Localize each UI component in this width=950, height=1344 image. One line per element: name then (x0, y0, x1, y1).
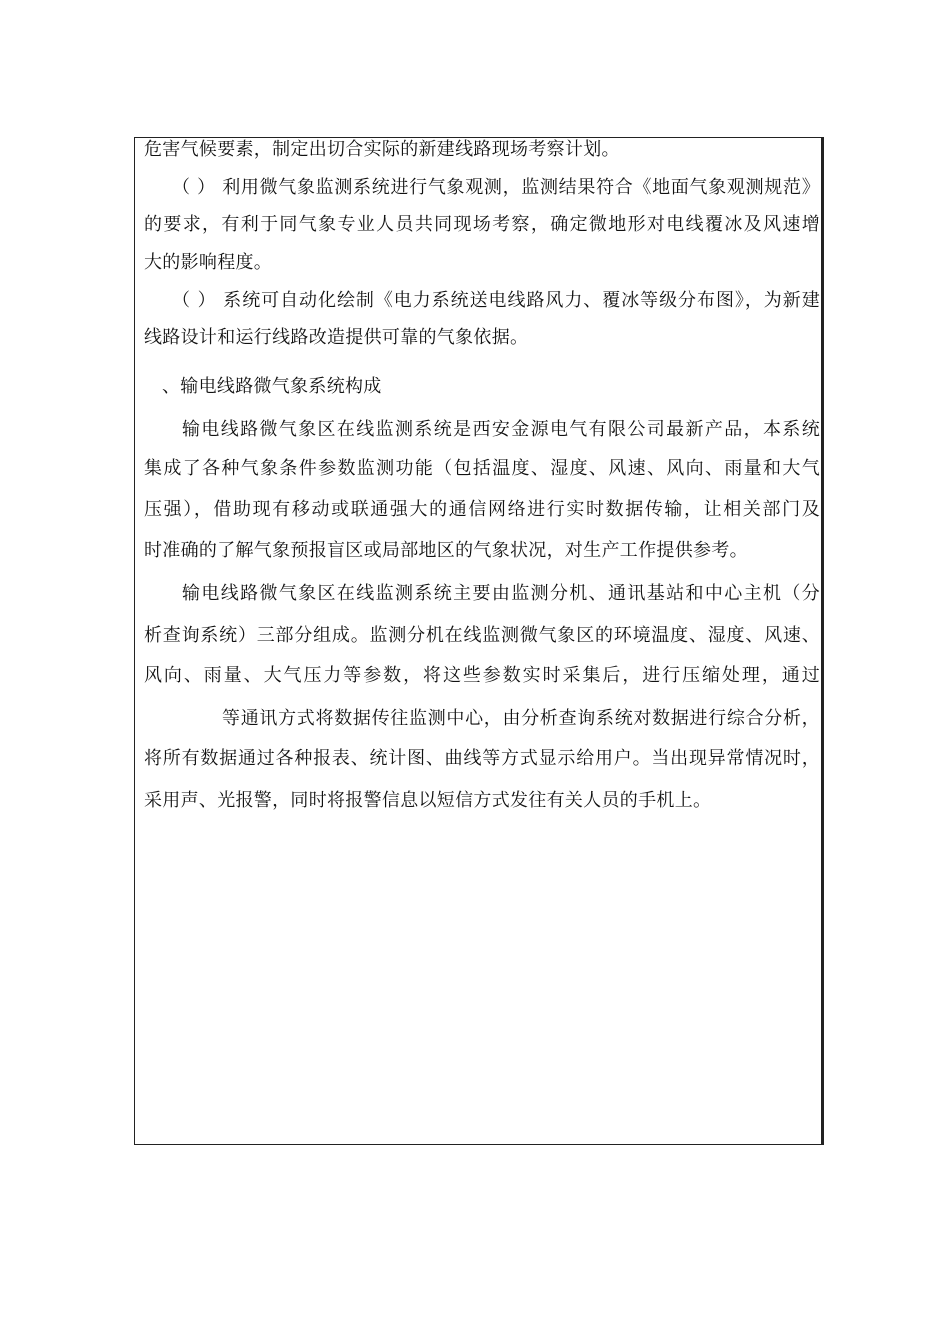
text-line: 的要求，有利于同气象专业人员共同现场考察，确定微地形对电线覆冰及风速增 (144, 214, 820, 235)
text-line: 输电线路微气象区在线监测系统主要由监测分机、通讯基站和中心主机（分 (182, 583, 820, 604)
text-line: 风向、雨量、大气压力等参数，将这些参数实时采集后，进行压缩处理，通过 (144, 665, 820, 686)
text-line: 采用声、光报警，同时将报警信息以短信方式发往有关人员的手机上。 (144, 790, 712, 811)
text-line: （ ） 利用微气象监测系统进行气象观测，监测结果符合《地面气象观测规范》 (172, 177, 820, 198)
text-line: 等通讯方式将数据传往监测中心，由分析查询系统对数据进行综合分析， (222, 708, 820, 729)
text-line: 大的影响程度。 (144, 252, 273, 273)
section-heading: 、输电线路微气象系统构成 (162, 376, 382, 397)
text-line: 危害气候要素，制定出切合实际的新建线路现场考察计划。 (144, 139, 620, 160)
text-line: 集成了各种气象条件参数监测功能（包括温度、湿度、风速、风向、雨量和大气 (144, 458, 820, 479)
text-line: 将所有数据通过各种报表、统计图、曲线等方式显示给用户。当出现异常情况时， (144, 748, 820, 769)
text-line: 压强），借助现有移动或联通强大的通信网络进行实时数据传输，让相关部门及 (144, 499, 820, 520)
text-line: 时准确的了解气象预报盲区或局部地区的气象状况，对生产工作提供参考。 (144, 540, 748, 561)
text-line: 线路设计和运行线路改造提供可靠的气象依据。 (144, 327, 529, 348)
text-line: （ ） 系统可自动化绘制《电力系统送电线路风力、覆冰等级分布图》，为新建 (172, 290, 820, 311)
text-line: 输电线路微气象区在线监测系统是西安金源电气有限公司最新产品，本系统 (182, 419, 820, 440)
text-line: 析查询系统）三部分组成。监测分机在线监测微气象区的环境温度、湿度、风速、 (144, 625, 820, 646)
